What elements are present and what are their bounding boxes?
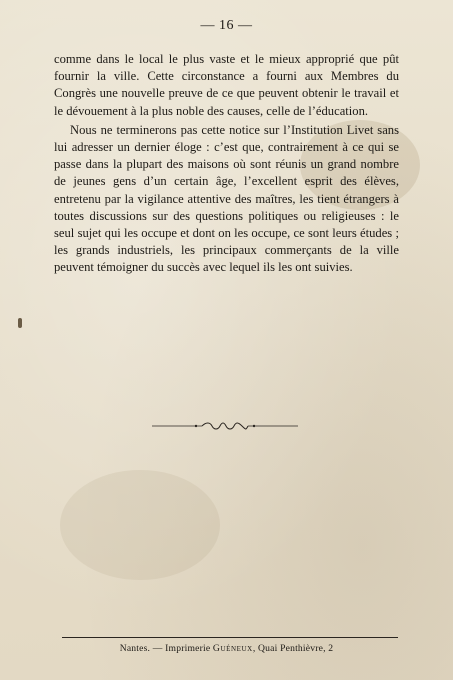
printer-imprint	[0, 643, 453, 654]
paragraph: comme dans le local le plus vaste et le mieux approprié que pût fournir la ville. Cette circonstance a fourni aux Membres du Congrès une nouvelle preuve de ce que peuvent obtenir le travail et le dévouement à la plus noble des causes, celle de l’éducation.	[54, 52, 399, 118]
body-text	[54, 51, 399, 277]
ink-mark	[18, 318, 22, 328]
footer-dash: —	[152, 643, 163, 654]
footer-address: , Quai Penthièvre, 2	[252, 643, 334, 654]
footer-rule	[62, 637, 398, 638]
page-number: — 16 —	[200, 18, 253, 33]
footer-printer-name: Guéneux	[212, 643, 253, 654]
footer-city: Nantes.	[119, 643, 151, 654]
ornament-divider	[150, 420, 300, 432]
footer-printer-prefix: Imprimerie	[165, 643, 211, 654]
paragraph: Nous ne terminerons pas cette notice sur l’Institution Livet sans lui adresser un dernier éloge : c’est que, contrairement à ce qui se passe dans la plupart des maisons où sont réunis un grand nombre de jeunes gens d’un certain âge, l’excellent esprit des élèves, entretenu par la vigilance attentive des maîtres, les tient étrangers à toutes discussions sur des questions politiques ou religieuses : le seul sujet qui les occupe et dont on les occupe, ce sont leurs études ; les grands industriels, les principaux commerçants de la ville peuvent témoigner du succès avec lequel ils les ont suivies.	[54, 122, 399, 275]
paper-stain	[60, 470, 220, 580]
